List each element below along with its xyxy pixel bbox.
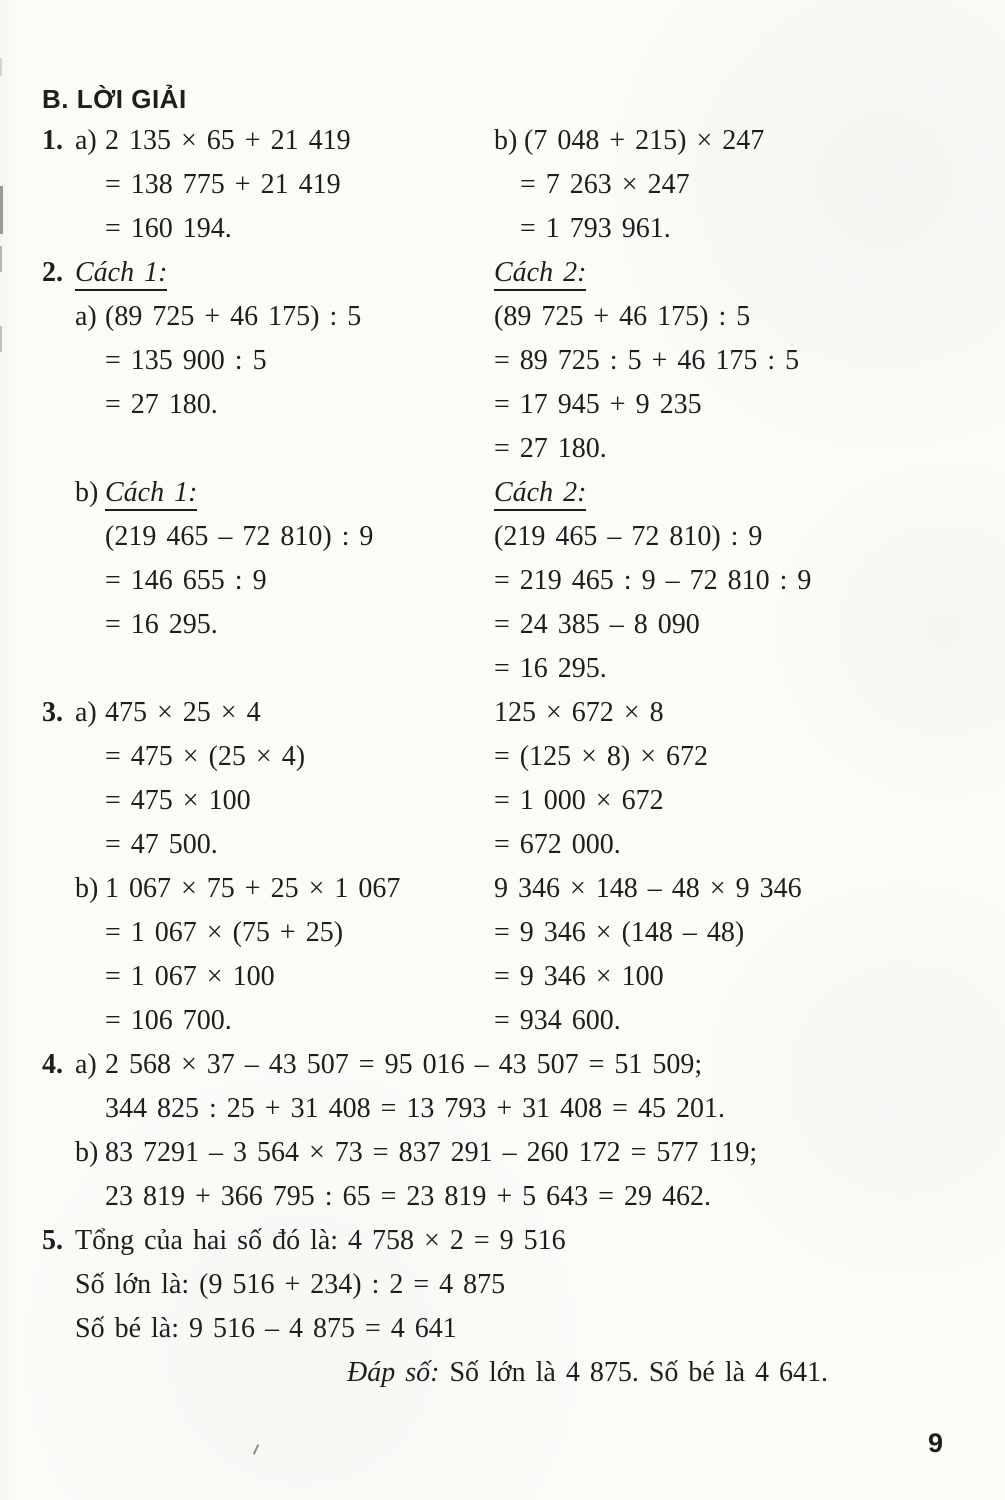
sub-item-label: b)	[75, 873, 99, 904]
right-column-cell	[494, 251, 1005, 295]
left-column-cell	[0, 295, 494, 339]
math-text: = 1 067 × (75 + 25)	[105, 917, 344, 948]
math-text: = 27 180.	[494, 433, 607, 464]
math-text: = 16 295.	[105, 609, 218, 640]
right-column-cell	[494, 735, 1005, 779]
sub-item-label: b)	[494, 125, 518, 156]
left-column-cell	[0, 779, 494, 823]
scan-edge-artifact	[0, 186, 3, 234]
math-text: = 9 346 × 100	[494, 961, 664, 992]
right-column-cell	[494, 691, 1005, 735]
math-text: = 475 × (25 × 4)	[105, 741, 306, 772]
solution-line	[0, 1219, 1005, 1263]
math-text: = 160 194.	[105, 213, 232, 244]
left-column-cell	[0, 955, 494, 999]
item-number: 2.	[42, 257, 63, 288]
solution-line	[0, 911, 1005, 955]
section-heading: B. LỜI GIẢI	[42, 84, 187, 114]
left-column-cell	[0, 251, 494, 295]
math-text: = 1 000 × 672	[494, 785, 664, 816]
solution-line	[0, 779, 1005, 823]
math-text: Tổng của hai số đó là: 4 758 × 2 = 9 516	[75, 1225, 566, 1256]
solution-line	[0, 1351, 1005, 1395]
right-column-cell	[494, 603, 1005, 647]
method-label: Cách 1:	[75, 257, 167, 291]
sub-item-label: a)	[75, 697, 97, 728]
solution-line	[0, 823, 1005, 867]
item-number: 5.	[42, 1225, 63, 1256]
left-column-cell	[0, 471, 494, 515]
left-column-cell	[0, 823, 494, 867]
solution-line	[0, 119, 1005, 163]
math-text: = 16 295.	[494, 653, 607, 684]
sub-item-label: a)	[75, 125, 97, 156]
math-text: 23 819 + 366 795 : 65 = 23 819 + 5 643 = 29 462.	[105, 1181, 711, 1212]
solution-line	[0, 691, 1005, 735]
solution-line	[0, 559, 1005, 603]
math-text: = 47 500.	[105, 829, 218, 860]
solution-line	[0, 515, 1005, 559]
left-column-cell	[0, 1307, 1005, 1351]
math-text: (89 725 + 46 175) : 5	[105, 301, 362, 332]
solution-line	[0, 1263, 1005, 1307]
math-text: Số bé là: 9 516 – 4 875 = 4 641	[75, 1313, 457, 1344]
math-text: 2 568 × 37 – 43 507 = 95 016 – 43 507 = 51 509;	[105, 1049, 703, 1080]
left-column-cell	[0, 427, 494, 471]
right-column-cell	[494, 779, 1005, 823]
left-column-cell	[0, 999, 494, 1043]
right-column-cell	[494, 999, 1005, 1043]
left-column-cell	[0, 911, 494, 955]
math-text: Số lớn là 4 875. Số bé là 4 641.	[439, 1357, 829, 1388]
solution-line	[0, 383, 1005, 427]
math-text: (89 725 + 46 175) : 5	[494, 301, 751, 332]
solution-line	[0, 251, 1005, 295]
right-column-cell	[494, 955, 1005, 999]
solution-line	[0, 603, 1005, 647]
answer-label: Đáp số:	[347, 1357, 440, 1388]
math-text: = (125 × 8) × 672	[494, 741, 709, 772]
left-column-cell	[0, 207, 494, 251]
math-text: = 135 900 : 5	[105, 345, 267, 376]
solution-line	[0, 1175, 1005, 1219]
math-text: = 475 × 100	[105, 785, 251, 816]
right-column-cell	[494, 339, 1005, 383]
sub-item-label: b)	[75, 477, 99, 508]
scan-edge-artifact	[0, 58, 2, 76]
left-column-cell	[0, 1263, 1005, 1307]
right-column-cell	[494, 295, 1005, 339]
math-text: (219 465 – 72 810) : 9	[105, 521, 374, 552]
math-text: = 89 725 : 5 + 46 175 : 5	[494, 345, 800, 376]
solution-line	[0, 647, 1005, 691]
solution-line	[0, 867, 1005, 911]
solution-line	[0, 955, 1005, 999]
math-text: = 106 700.	[105, 1005, 232, 1036]
math-text: = 7 263 × 247	[520, 169, 690, 200]
right-column-cell	[494, 647, 1005, 691]
math-text: = 24 385 – 8 090	[494, 609, 700, 640]
scan-speck-artifact	[253, 1444, 259, 1455]
left-column-cell	[0, 163, 494, 207]
left-column-cell	[0, 383, 494, 427]
method-label: Cách 2:	[494, 477, 586, 511]
solution-line	[0, 295, 1005, 339]
math-text: (219 465 – 72 810) : 9	[494, 521, 763, 552]
solution-line	[0, 207, 1005, 251]
left-column-cell	[0, 559, 494, 603]
math-text: = 27 180.	[105, 389, 218, 420]
math-text: Số lớn là: (9 516 + 234) : 2 = 4 875	[75, 1269, 506, 1300]
math-text: = 17 945 + 9 235	[494, 389, 702, 420]
left-column-cell	[0, 735, 494, 779]
left-column-cell	[0, 515, 494, 559]
math-text: = 9 346 × (148 – 48)	[494, 917, 745, 948]
left-column-cell	[0, 1219, 1005, 1263]
math-text: 2 135 × 65 + 21 419	[105, 125, 351, 156]
right-column-cell	[494, 383, 1005, 427]
solution-lines	[0, 119, 1005, 1395]
left-column-cell	[0, 1131, 1005, 1175]
right-column-cell	[494, 867, 1005, 911]
sub-item-label: a)	[75, 1049, 97, 1080]
left-column-cell	[0, 1175, 1005, 1219]
left-column-cell	[0, 119, 494, 163]
math-text: (7 048 + 215) × 247	[524, 125, 765, 156]
right-column-cell	[494, 119, 1005, 163]
left-column-cell	[0, 1087, 1005, 1131]
method-label: Cách 1:	[105, 477, 197, 511]
left-column-cell	[0, 603, 494, 647]
left-column-cell	[0, 1351, 1005, 1395]
solution-line	[0, 1131, 1005, 1175]
solution-line	[0, 735, 1005, 779]
solution-line	[0, 339, 1005, 383]
right-column-cell	[494, 515, 1005, 559]
right-column-cell	[494, 471, 1005, 515]
solution-line	[0, 471, 1005, 515]
math-text: = 1 793 961.	[520, 213, 671, 244]
math-text: 9 346 × 148 – 48 × 9 346	[494, 873, 802, 904]
math-text: 83 7291 – 3 564 × 73 = 837 291 – 260 172 = 577 119;	[105, 1137, 758, 1168]
left-column-cell	[0, 1043, 1005, 1087]
method-label: Cách 2:	[494, 257, 586, 291]
solution-line	[0, 1043, 1005, 1087]
math-text: 344 825 : 25 + 31 408 = 13 793 + 31 408 = 45 201.	[105, 1093, 725, 1124]
page-number: 9	[927, 1428, 943, 1458]
math-text: = 934 600.	[494, 1005, 621, 1036]
right-column-cell	[494, 559, 1005, 603]
solution-line	[0, 1307, 1005, 1351]
math-text: = 1 067 × 100	[105, 961, 275, 992]
left-column-cell	[0, 867, 494, 911]
math-text: 475 × 25 × 4	[105, 697, 261, 728]
solution-line	[0, 1087, 1005, 1131]
item-number: 3.	[42, 697, 63, 728]
left-column-cell	[0, 691, 494, 735]
right-column-cell	[494, 823, 1005, 867]
item-number: 1.	[42, 125, 63, 156]
solution-line	[0, 427, 1005, 471]
solution-line	[0, 999, 1005, 1043]
right-column-cell	[494, 163, 1005, 207]
left-column-cell	[0, 339, 494, 383]
math-text: 1 067 × 75 + 25 × 1 067	[105, 873, 401, 904]
scan-edge-artifact	[0, 326, 2, 352]
math-text: 125 × 672 × 8	[494, 697, 664, 728]
solution-line	[0, 163, 1005, 207]
math-text: = 146 655 : 9	[105, 565, 267, 596]
math-text: = 138 775 + 21 419	[105, 169, 341, 200]
sub-item-label: a)	[75, 301, 97, 332]
item-number: 4.	[42, 1049, 63, 1080]
scan-edge-artifact	[0, 246, 2, 272]
math-text: = 219 465 : 9 – 72 810 : 9	[494, 565, 812, 596]
math-text: = 672 000.	[494, 829, 621, 860]
sub-item-label: b)	[75, 1137, 99, 1168]
right-column-cell	[494, 207, 1005, 251]
right-column-cell	[494, 427, 1005, 471]
right-column-cell	[494, 911, 1005, 955]
left-column-cell	[0, 647, 494, 691]
